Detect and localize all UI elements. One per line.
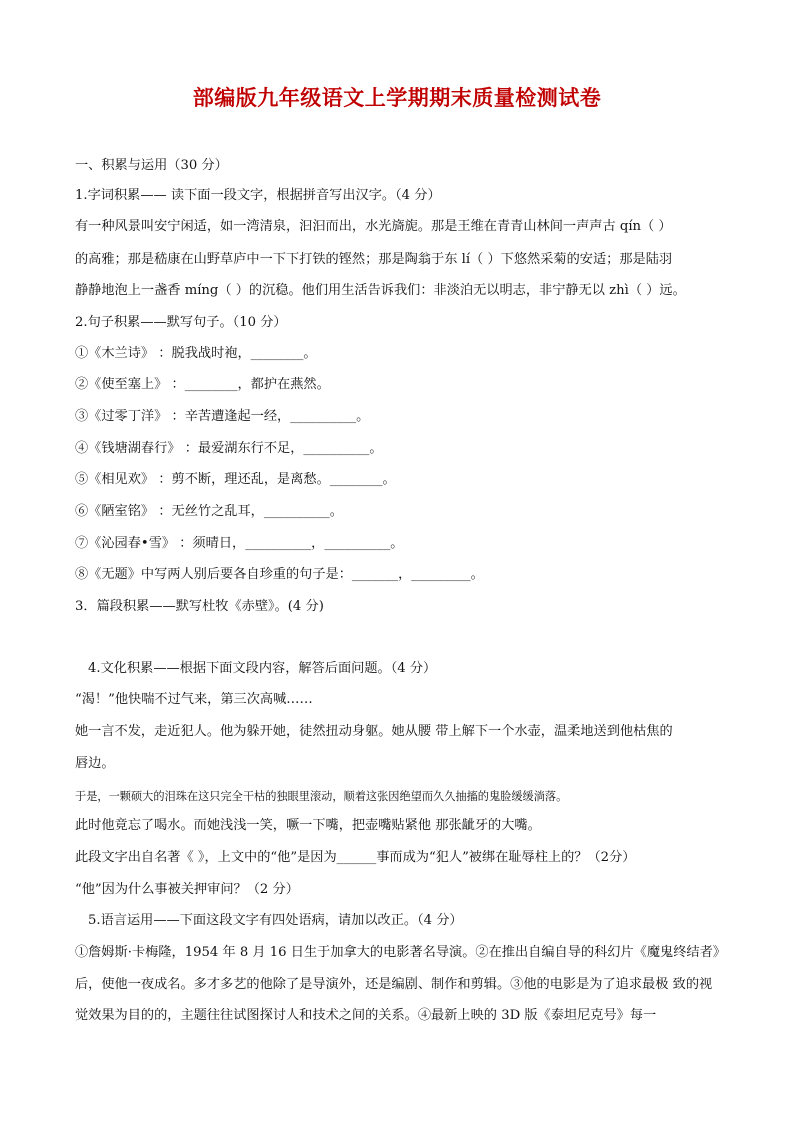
question-2-prompt: 2.句子积累——默写句子。（10 分） [75,315,287,330]
question-2-item: ①《木兰诗》 ：脱我战时袍，________。 [75,346,317,361]
passage-text: 此时他竟忘了喝水。而她浅浅一笑，噘一下嘴，把壶嘴贴紧他 那张龇牙的大嘴。 [75,818,541,833]
section-heading: 一、积累与运用（30 分） [75,158,228,173]
question-4-prompt: 4.文化积累——根据下面文段内容，解答后面问题。（4 分） [88,661,437,676]
question-2-item: ③《过零丁洋》 ：辛苦遭逢起一经，__________。 [75,409,370,424]
passage-text: 唇边。 [75,756,115,771]
question-2-item: ②《使至塞上》 ：________，都护在燕然。 [75,377,330,392]
question-5-text: 后，使他一夜成名。多才多艺的他除了是导演外，还是编剧、制作和剪辑。③他的电影是为了追求最极 致的视 [75,977,713,992]
passage-text: 她一言不发，走近犯人。他为躲开她，徒然扭动身躯。她从腰 带上解下一个水壶，温柔地送到他枯焦的 [75,724,673,739]
passage-text: 于是，一颗硕大的泪珠在这只完全干枯的独眼里滚动，顺着这张因绝望而久久抽搐的鬼脸缓缓淌落。 [75,790,568,803]
question-2-item: ⑦《沁园春•雪》 ：须晴日，__________，__________。 [75,536,404,551]
question-1-text: 的高雅；那是嵇康在山野草庐中一下下打铁的铿然；那是陶翁于东 lí（ ）下悠然采菊的安适；那是陆羽 [75,252,673,267]
document-title: 部编版九年级语文上学期期末质量检测试卷 [192,86,602,110]
question-1-text: 有一种风景叫安宁闲适，如一湾清泉，汩汩而出，水光旖旎。那是王维在青青山林间一声声古 qín（ ） [75,219,672,234]
question-5-text: ①詹姆斯·卡梅隆，1954 年 8 月 16 日生于加拿大的电影著名导演。②在推出自编自导的科幻片《魔鬼终结者》 [75,945,726,960]
question-5-text: 觉效果为目的的，主题往往试图探讨人和技术之间的关系。④最新上映的 3D 版《泰坦尼克号》每一 [75,1008,657,1023]
question-2-item: ⑤《相见欢》 ：剪不断，理还乱，是离愁。________。 [75,472,396,487]
question-5-prompt: 5.语言运用——下面这段文字有四处语病，请加以改正。（4 分） [88,913,463,928]
question-1-text: 静静地泡上一盏香 míng（ ）的沉稳。他们用生活告诉我们：非淡泊无以明志，非宁静无以 zhì（ ）远。 [75,283,686,298]
question-4-subquestion: “他”因为什么事被关押审问？（2 分） [75,882,299,897]
question-2-item: ⑥《陋室铭》 ：无丝竹之乱耳，__________。 [75,504,343,519]
question-2-item: ④《钱塘湖春行》 ：最爱湖东行不足，__________。 [75,441,383,456]
question-3-prompt: 3．篇段积累——默写杜牧《赤壁》。(4 分) [75,599,324,614]
question-1-prompt: 1.字词积累—— 读下面一段文字，根据拼音写出汉字。（4 分） [75,188,441,203]
passage-text: “渴！”他快喘不过气来，第三次高喊…… [75,692,313,707]
question-2-item: ⑧《无题》中写两人别后要各自珍重的句子是：_______，_________。 [75,567,484,582]
question-4-subquestion: 此段文字出自名著《 》，上文中的“他”是因为______事而成为“犯人”被绑在耻辱柱上的？（2分） [75,850,636,865]
